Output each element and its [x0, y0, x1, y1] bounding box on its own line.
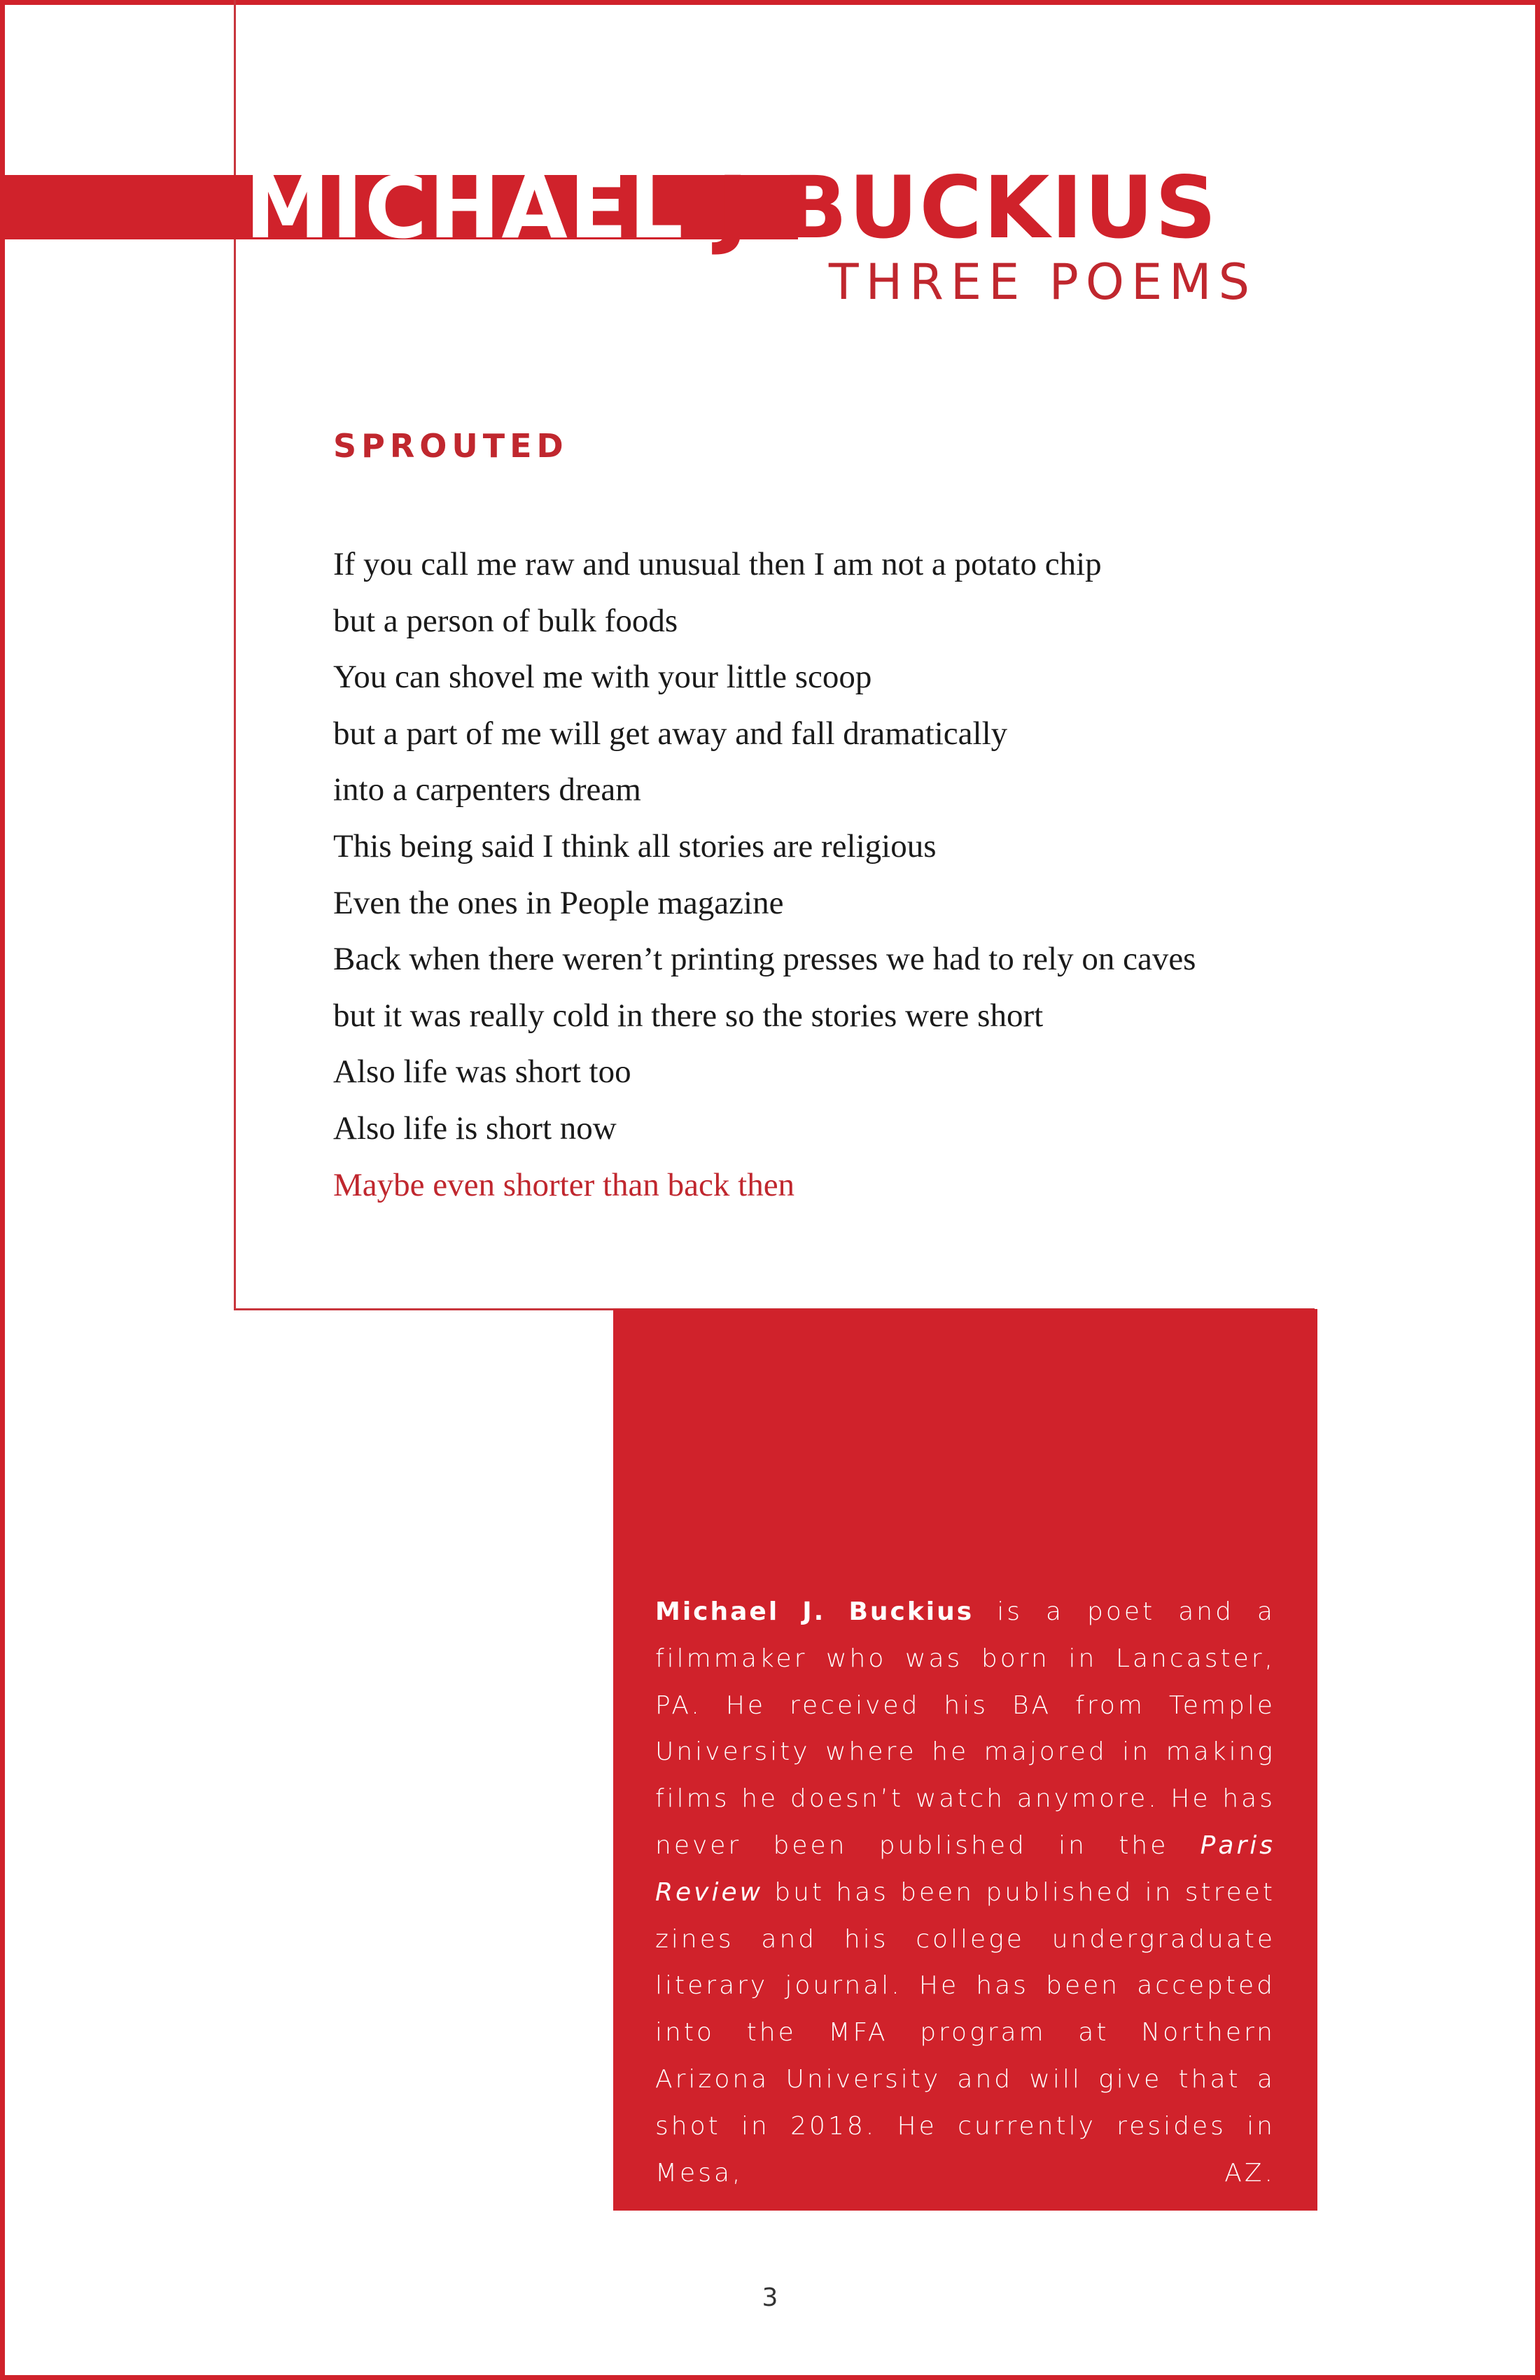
poem-line: into a carpenters dream [333, 771, 641, 808]
bio-box [613, 1309, 1317, 2211]
poem-line: Also life is short now [333, 1110, 617, 1147]
bio-text-end: but has been published in street zines and his college undergraduate literary journal. He has been accepted into the MFA program at Northern Arizona University and will give that a shot in 2018. He currently resides in Mesa, AZ. [655, 1877, 1275, 2188]
poem-line: but a part of me will get away and fall dramatically [333, 715, 1008, 752]
author-title [245, 155, 1218, 260]
bio-text: is a poet and a filmmaker who was born in Lancaster, PA. He received his BA from Temple University where he majored in making films he doesn’t watch anymore. He has never been published in the [655, 1597, 1275, 1860]
poem-body [333, 536, 1327, 1213]
poem-line: Also life was short too [333, 1054, 631, 1091]
poem-line: Back when there weren’t printing presses we had to rely on caves [333, 941, 1196, 978]
poem-line: This being said I think all stories are religious [333, 827, 937, 864]
author-middle-initial: J [716, 158, 750, 258]
poem-line: You can shovel me with your little scoop [333, 659, 872, 696]
poem-line: but a person of bulk foods [333, 602, 678, 639]
author-last-name: BUCKIUS [782, 158, 1218, 258]
author-bio [655, 1589, 1275, 2197]
poem-title: SPROUTED [333, 427, 568, 465]
poem-line: If you call me raw and unusual then I am not a potato chip [333, 546, 1102, 582]
poem-line: but it was really cold in there so the stories were short [333, 997, 1044, 1034]
page-number: 3 [762, 2283, 778, 2312]
poem-final-line: Maybe even shorter than back then [333, 1166, 795, 1203]
bio-author-name: Michael J. Buckius [655, 1597, 974, 1626]
collection-subtitle: THREE POEMS [828, 253, 1256, 311]
bio-journal-title: Paris Review [655, 1830, 1275, 1907]
poem-line: Even the ones in People magazine [333, 884, 784, 921]
author-first-name: MICHAEL [245, 158, 685, 258]
